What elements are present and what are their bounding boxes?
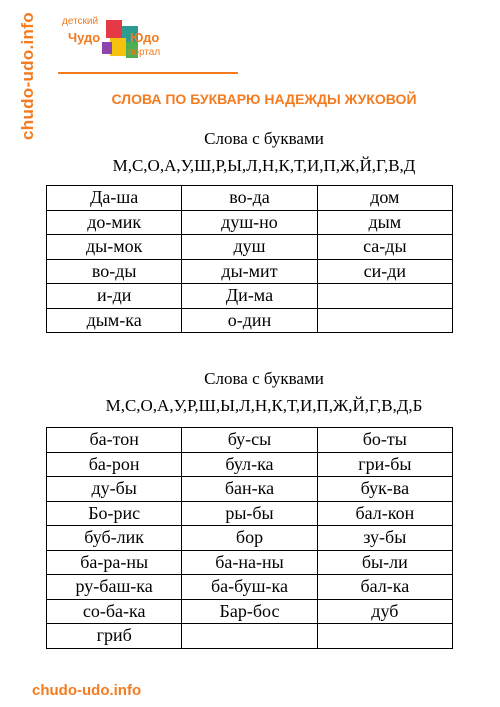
word-cell: душ-но	[182, 210, 317, 235]
word-table-2	[46, 427, 453, 649]
word-cell: до-мик	[47, 210, 182, 235]
table-row	[47, 186, 453, 211]
word-cell: дым-ка	[47, 308, 182, 333]
word-cell: ды-мок	[47, 235, 182, 260]
word-cell: со-ба-ка	[47, 599, 182, 624]
footer-brand-text[interactable]: chudo-udo.info	[32, 682, 142, 699]
table-row	[47, 575, 453, 600]
word-cell: Ди-ма	[182, 284, 317, 309]
word-cell: дом	[317, 186, 452, 211]
word-cell: бук-ва	[317, 477, 452, 502]
word-table-1	[46, 185, 453, 333]
word-cell	[317, 308, 452, 333]
word-cell: гриб	[47, 624, 182, 649]
word-cell: бул-ка	[182, 452, 317, 477]
word-cell: Бар-бос	[182, 599, 317, 624]
table-row	[47, 428, 453, 453]
word-cell: бо-ты	[317, 428, 452, 453]
header-divider	[58, 72, 238, 74]
word-cell: ду-бы	[47, 477, 182, 502]
word-cell: и-ди	[47, 284, 182, 309]
site-logo[interactable]	[60, 14, 180, 68]
word-cell: ба-тон	[47, 428, 182, 453]
word-cell: Да-ша	[47, 186, 182, 211]
word-cell: гри-бы	[317, 452, 452, 477]
logo-word-2: Юдо	[130, 30, 160, 45]
table-row	[47, 550, 453, 575]
word-cell: си-ди	[317, 259, 452, 284]
word-cell: ба-рон	[47, 452, 182, 477]
table-row	[47, 599, 453, 624]
word-cell: душ	[182, 235, 317, 260]
word-cell: во-да	[182, 186, 317, 211]
table-row	[47, 259, 453, 284]
word-cell: Бо-рис	[47, 501, 182, 526]
word-cell: буб-лик	[47, 526, 182, 551]
section-2-letters: М,С,О,А,У,Р,Ш,Ы,Л,Н,К,Т,И,П,Ж,Й,Г,В,Д,Б	[105, 396, 423, 415]
word-cell: са-ды	[317, 235, 452, 260]
word-cell: бал-кон	[317, 501, 452, 526]
word-cell: бал-ка	[317, 575, 452, 600]
word-cell: о-дин	[182, 308, 317, 333]
logo-small-bottom: портал	[128, 47, 161, 58]
word-cell: бу-сы	[182, 428, 317, 453]
table-row	[47, 210, 453, 235]
section-2-label: Слова с буквами	[204, 369, 324, 388]
word-cell: ды-мит	[182, 259, 317, 284]
word-cell: бан-ка	[182, 477, 317, 502]
table-row	[47, 308, 453, 333]
logo-word-1: Чудо	[68, 30, 101, 45]
page-title: СЛОВА ПО БУКВАРЮ НАДЕЖДЫ ЖУКОВОЙ	[111, 91, 417, 107]
word-cell: ба-ра-ны	[47, 550, 182, 575]
word-cell	[317, 284, 452, 309]
word-cell: зу-бы	[317, 526, 452, 551]
table-row	[47, 477, 453, 502]
word-cell: бор	[182, 526, 317, 551]
table-row	[47, 452, 453, 477]
table-row	[47, 235, 453, 260]
word-cell: ры-бы	[182, 501, 317, 526]
word-cell: дуб	[317, 599, 452, 624]
section-1-label: Слова с буквами	[204, 129, 324, 148]
table-row	[47, 526, 453, 551]
word-cell	[317, 624, 452, 649]
word-cell: ру-баш-ка	[47, 575, 182, 600]
table-row	[47, 624, 453, 649]
word-cell: ба-на-ны	[182, 550, 317, 575]
word-cell: во-ды	[47, 259, 182, 284]
logo-small-top: детский	[62, 16, 99, 27]
word-cell: бы-ли	[317, 550, 452, 575]
section-1-letters: М,С,О,А,У,Ш,Р,Ы,Л,Н,К,Т,И,П,Ж,Й,Г,В,Д	[112, 156, 416, 175]
side-brand-text: chudo-udo.info	[18, 12, 37, 140]
word-cell: ба-буш-ка	[182, 575, 317, 600]
table-row	[47, 501, 453, 526]
word-cell	[182, 624, 317, 649]
word-cell: дым	[317, 210, 452, 235]
table-row	[47, 284, 453, 309]
